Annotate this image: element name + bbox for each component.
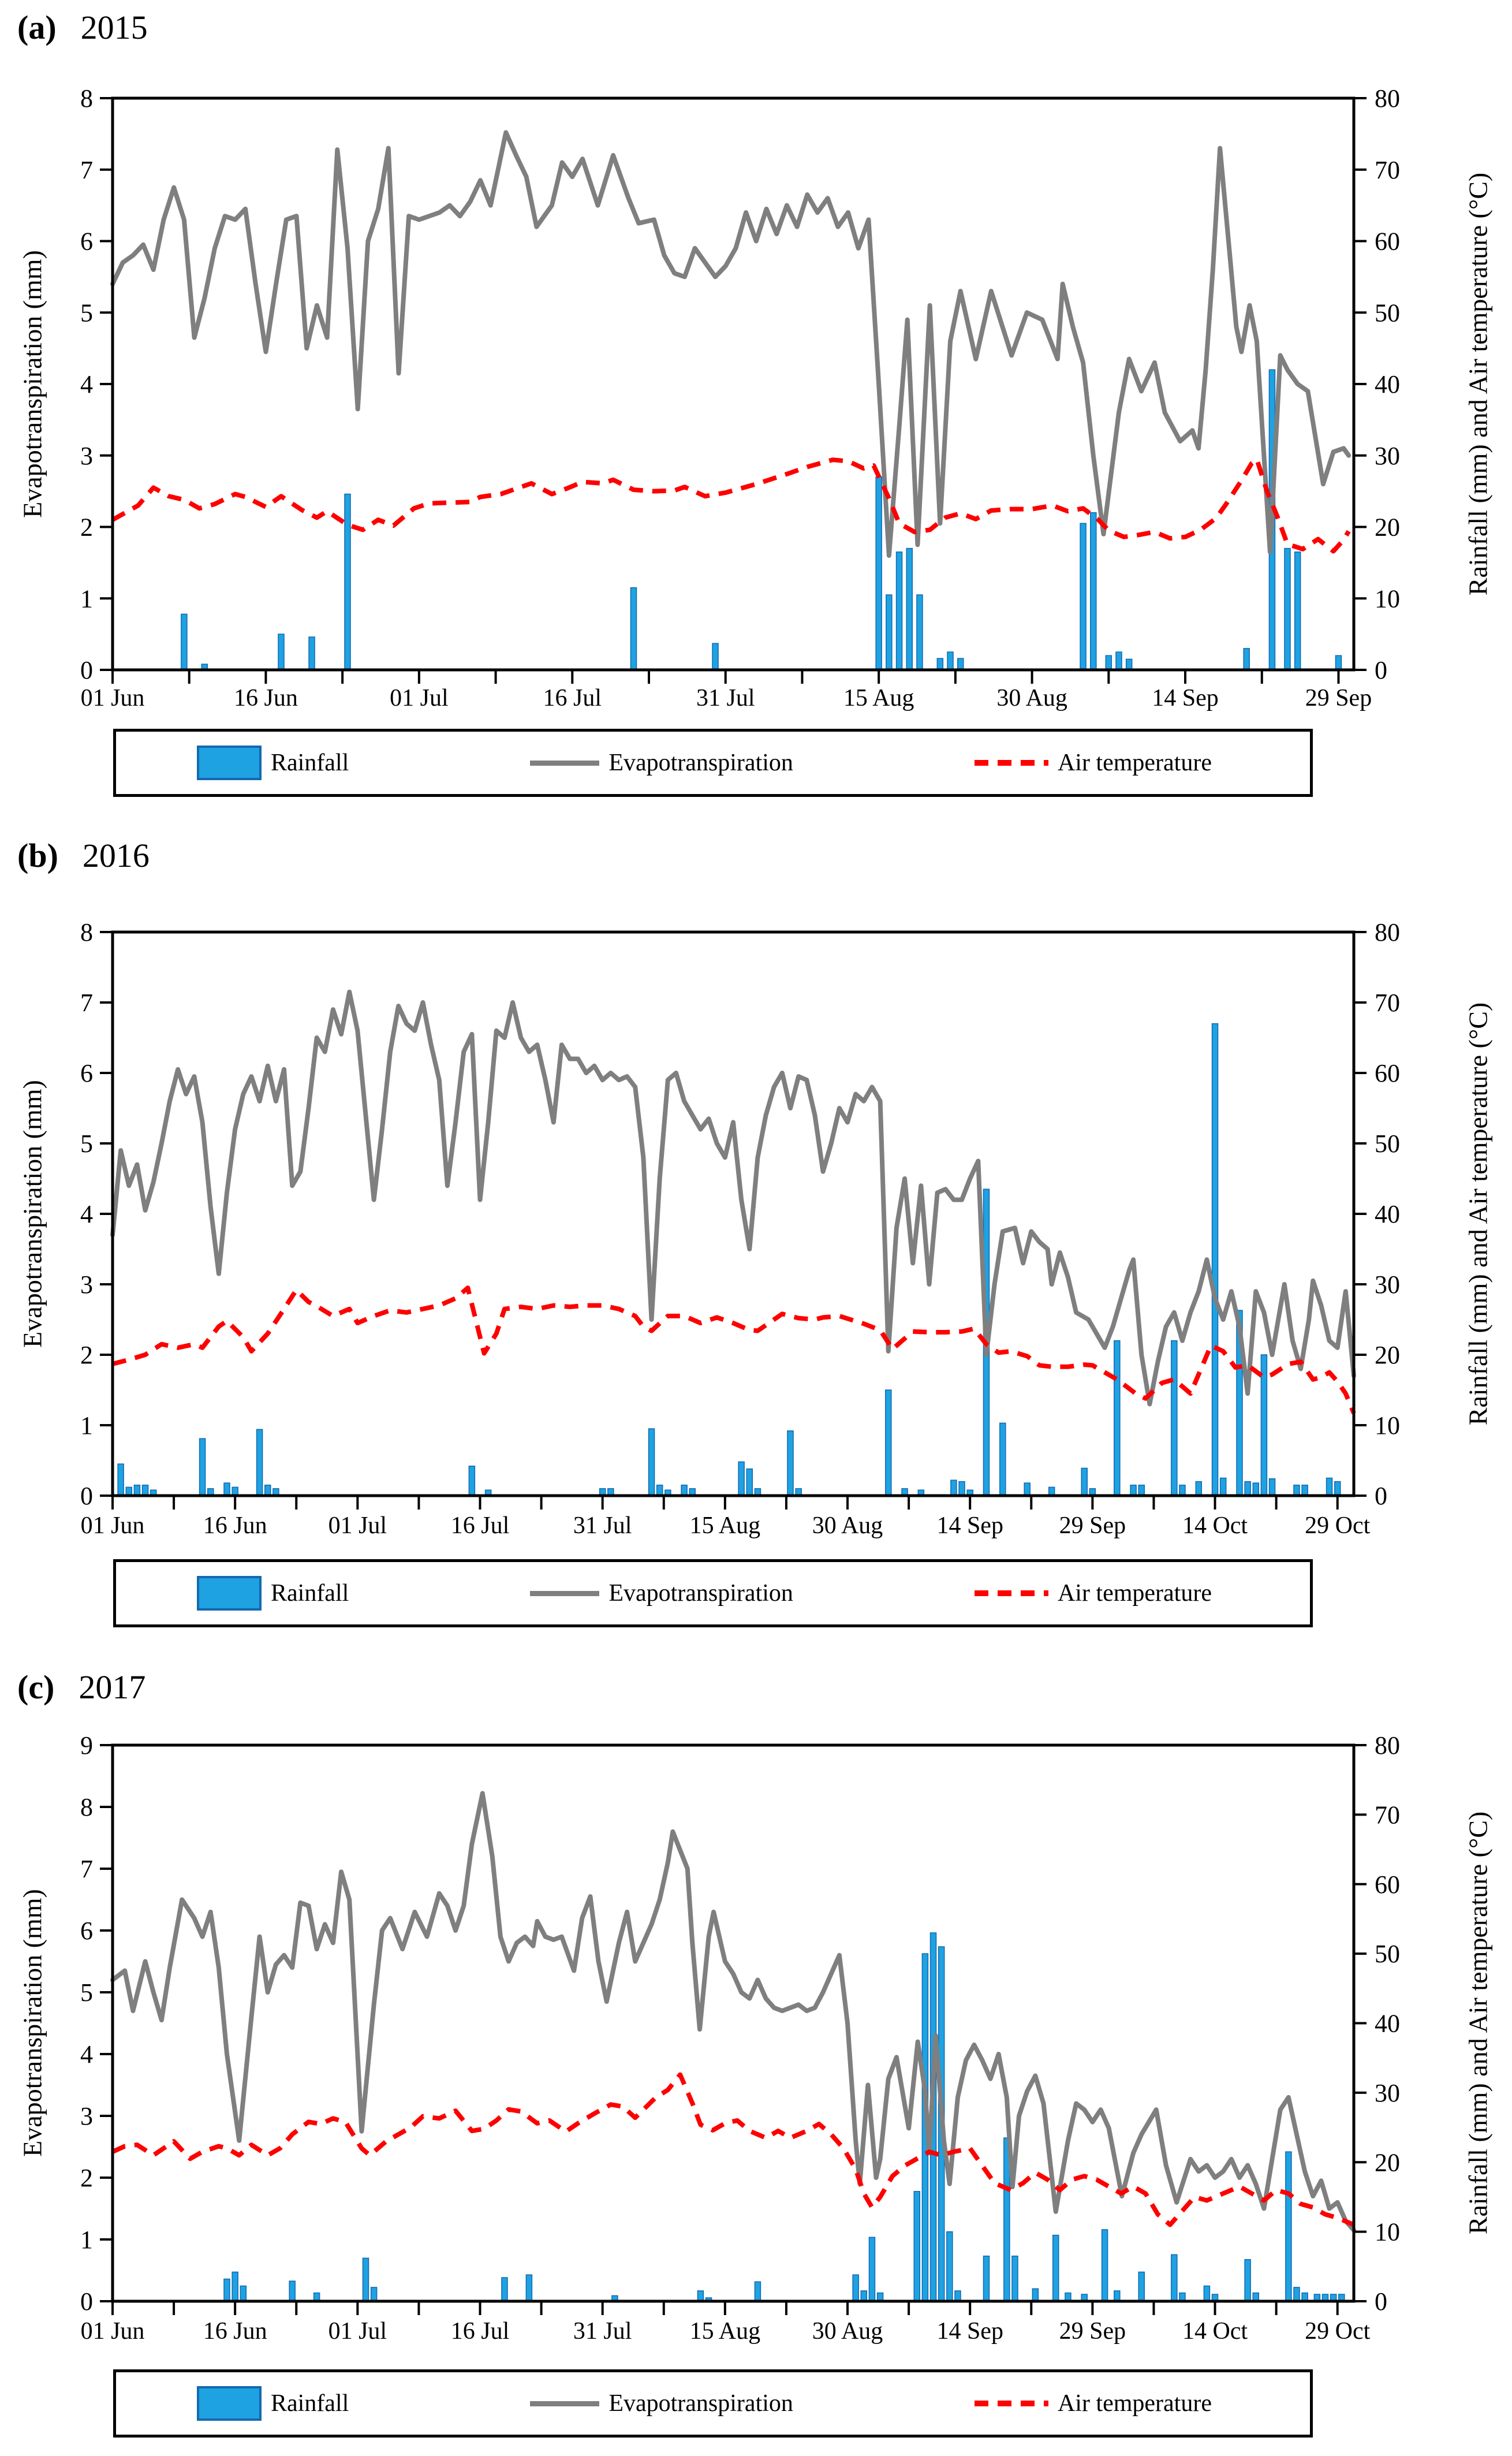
left-tick-label: 4 [80,370,93,398]
rainfall-bar [1138,2272,1144,2301]
right-tick-label: 80 [1375,918,1400,946]
rainfall-bar [363,2258,368,2301]
rainfall-bar [1053,2235,1059,2301]
rainfall-bar [755,2282,760,2301]
evapotranspiration-line [113,1793,1354,2230]
rainfall-bar [232,2272,238,2301]
legend-label-rainfall: Rainfall [271,750,349,776]
x-tick-label: 16 Jun [203,2318,267,2345]
right-tick-label: 10 [1375,584,1400,613]
x-tick-label: 16 Jul [543,685,602,711]
left-tick-label: 8 [80,918,93,946]
legend-label-evapotranspiration: Evapotranspiration [608,750,793,776]
x-tick-label: 31 Jul [696,685,755,711]
left-tick-label: 6 [80,1917,93,1945]
x-tick-label: 29 Oct [1305,2318,1371,2345]
x-tick-label: 29 Sep [1059,1512,1126,1539]
legend-label-air-temperature: Air temperature [1057,750,1212,776]
x-tick-label: 01 Jul [390,685,449,711]
evapotranspiration-swatch-icon [530,2401,599,2406]
x-tick-label: 16 Jun [234,685,298,711]
panel-tag-c: (c) [17,1668,55,1706]
legend-label-evapotranspiration: Evapotranspiration [608,2390,793,2417]
rainfall-bar [1032,2289,1038,2301]
x-tick-label: 01 Jun [80,685,145,711]
right-axis-title-a: Rainfall (mm) and Air temperature (°C) [1463,172,1493,596]
right-tick-label: 50 [1375,1130,1400,1158]
x-tick-label: 14 Sep [936,1512,1003,1539]
x-tick-label: 01 Jun [80,2318,145,2345]
left-tick-label: 5 [80,1978,93,2007]
right-tick-label: 60 [1375,1870,1400,1899]
left-tick-label: 2 [80,1341,93,1369]
rainfall-bar [371,2287,377,2301]
rainfall-bar [1171,2254,1177,2301]
left-tick-label: 8 [80,84,93,113]
rainfall-bar [502,2278,507,2301]
rainfall-bar [526,2275,532,2301]
x-tick-label: 14 Oct [1182,2318,1248,2345]
left-tick-label: 1 [80,584,93,613]
legend-item-air-temperature [975,2390,1212,2417]
left-tick-label: 7 [80,1855,93,1883]
left-axis-title-c: Evapotranspiration (mm) [17,1889,47,2157]
right-tick-label: 60 [1375,227,1400,256]
rainfall-bar [853,2275,858,2301]
right-tick-label: 0 [1375,2287,1387,2316]
left-tick-label: 7 [80,155,93,184]
left-tick-label: 4 [80,1200,93,1228]
x-tick-label: 14 Sep [1152,685,1219,711]
rainfall-bar [1286,2152,1291,2301]
right-tick-label: 40 [1375,370,1400,398]
right-tick-label: 70 [1375,989,1400,1017]
left-tick-label: 0 [80,1482,93,1510]
x-tick-label: 14 Sep [936,2318,1003,2345]
plot-border [113,1745,1354,2301]
right-tick-label: 0 [1375,656,1387,684]
rainfall-bar [1294,2287,1300,2301]
right-axis-title-b: Rainfall (mm) and Air temperature (°C) [1463,1002,1493,1426]
x-tick-label: 29 Sep [1305,685,1372,711]
rainfall-bar [861,2291,867,2301]
right-tick-label: 10 [1375,1411,1400,1440]
left-tick-label: 7 [80,989,93,1017]
right-tick-label: 80 [1375,84,1400,113]
panel-tag-b: (b) [17,837,58,874]
rainfall-bar [1114,2291,1120,2301]
panel-year-a: 2015 [80,9,148,46]
rainfall-bar [240,2286,246,2301]
left-tick-label: 5 [80,299,93,327]
left-tick-label: 4 [80,2040,93,2069]
rainfall-bar [289,2281,295,2301]
left-tick-label: 1 [80,1411,93,1440]
x-tick-label: 16 Jul [450,1512,510,1539]
rainfall-bar [1102,2230,1108,2301]
legend-label-rainfall: Rainfall [271,1580,349,1607]
right-tick-label: 30 [1375,2078,1400,2107]
right-tick-label: 60 [1375,1059,1400,1087]
rainfall-swatch-icon [197,2386,262,2421]
right-tick-label: 30 [1375,441,1400,470]
left-tick-label: 8 [80,1793,93,1821]
legend-label-rainfall: Rainfall [271,2390,349,2417]
right-tick-label: 70 [1375,155,1400,184]
rainfall-bar [1012,2256,1018,2301]
x-tick-label: 30 Aug [812,2318,883,2345]
right-tick-label: 20 [1375,2148,1400,2177]
x-tick-label: 15 Aug [689,2318,761,2345]
x-tick-label: 29 Oct [1305,1512,1371,1539]
left-tick-label: 6 [80,227,93,256]
left-tick-label: 2 [80,2164,93,2192]
panel-year-c: 2017 [79,1668,146,1706]
right-tick-label: 70 [1375,1801,1400,1829]
panel-tag-a: (a) [17,9,57,46]
air-temperature-swatch-icon [975,2401,1048,2406]
x-tick-label: 30 Aug [996,685,1067,711]
rainfall-bar [955,2291,961,2301]
left-tick-label: 1 [80,2226,93,2254]
rainfall-bar [1245,2260,1250,2301]
right-tick-label: 50 [1375,1940,1400,1969]
x-tick-label: 31 Jul [573,2318,632,2345]
left-tick-label: 3 [80,2102,93,2130]
right-tick-label: 50 [1375,299,1400,327]
right-tick-label: 10 [1375,2218,1400,2246]
left-tick-label: 2 [80,513,93,542]
left-axis-title-b: Evapotranspiration (mm) [17,1080,47,1348]
left-tick-label: 0 [80,2287,93,2316]
right-tick-label: 30 [1375,1270,1400,1299]
panel-year-b: 2016 [82,837,150,874]
x-tick-label: 01 Jul [328,1512,387,1539]
x-tick-label: 14 Oct [1182,1512,1248,1539]
x-tick-label: 01 Jul [328,2318,387,2345]
x-tick-label: 31 Jul [573,1512,632,1539]
x-tick-label: 01 Jun [80,1512,145,1539]
left-axis-title-a: Evapotranspiration (mm) [17,250,47,518]
right-tick-label: 20 [1375,513,1400,542]
rainfall-bar [914,2192,920,2301]
x-tick-label: 16 Jul [450,2318,510,2345]
legend-item-evapotranspiration [530,2390,793,2417]
air-temperature-line [113,2075,1354,2225]
left-tick-label: 3 [80,441,93,470]
rainfall-bar [983,2256,989,2301]
rainfall-bar [947,2232,953,2301]
x-tick-label: 16 Jun [203,1512,267,1539]
rainfall-bar [869,2237,875,2301]
rainfall-bar [224,2279,230,2301]
legend-item-rainfall [197,2386,349,2421]
legend-label-evapotranspiration: Evapotranspiration [608,1580,793,1607]
x-tick-label: 30 Aug [812,1512,883,1539]
left-tick-label: 6 [80,1059,93,1087]
legend-label-air-temperature: Air temperature [1057,1580,1212,1607]
right-tick-label: 40 [1375,2009,1400,2038]
rainfall-bar [697,2291,703,2301]
right-tick-label: 20 [1375,1341,1400,1369]
right-tick-label: 40 [1375,1200,1400,1228]
x-tick-label: 15 Aug [689,1512,761,1539]
left-tick-label: 9 [80,1731,93,1760]
left-tick-label: 5 [80,1130,93,1158]
x-tick-label: 15 Aug [843,685,914,711]
legend-label-air-temperature: Air temperature [1057,2390,1212,2417]
rainfall-bar [1204,2286,1209,2301]
right-tick-label: 80 [1375,1731,1400,1760]
right-axis-title-c: Rainfall (mm) and Air temperature (°C) [1463,1811,1493,2235]
left-tick-label: 3 [80,1270,93,1299]
legend-c [113,2369,1313,2438]
right-tick-label: 0 [1375,1482,1387,1510]
x-tick-label: 29 Sep [1059,2318,1126,2345]
left-tick-label: 0 [80,656,93,684]
